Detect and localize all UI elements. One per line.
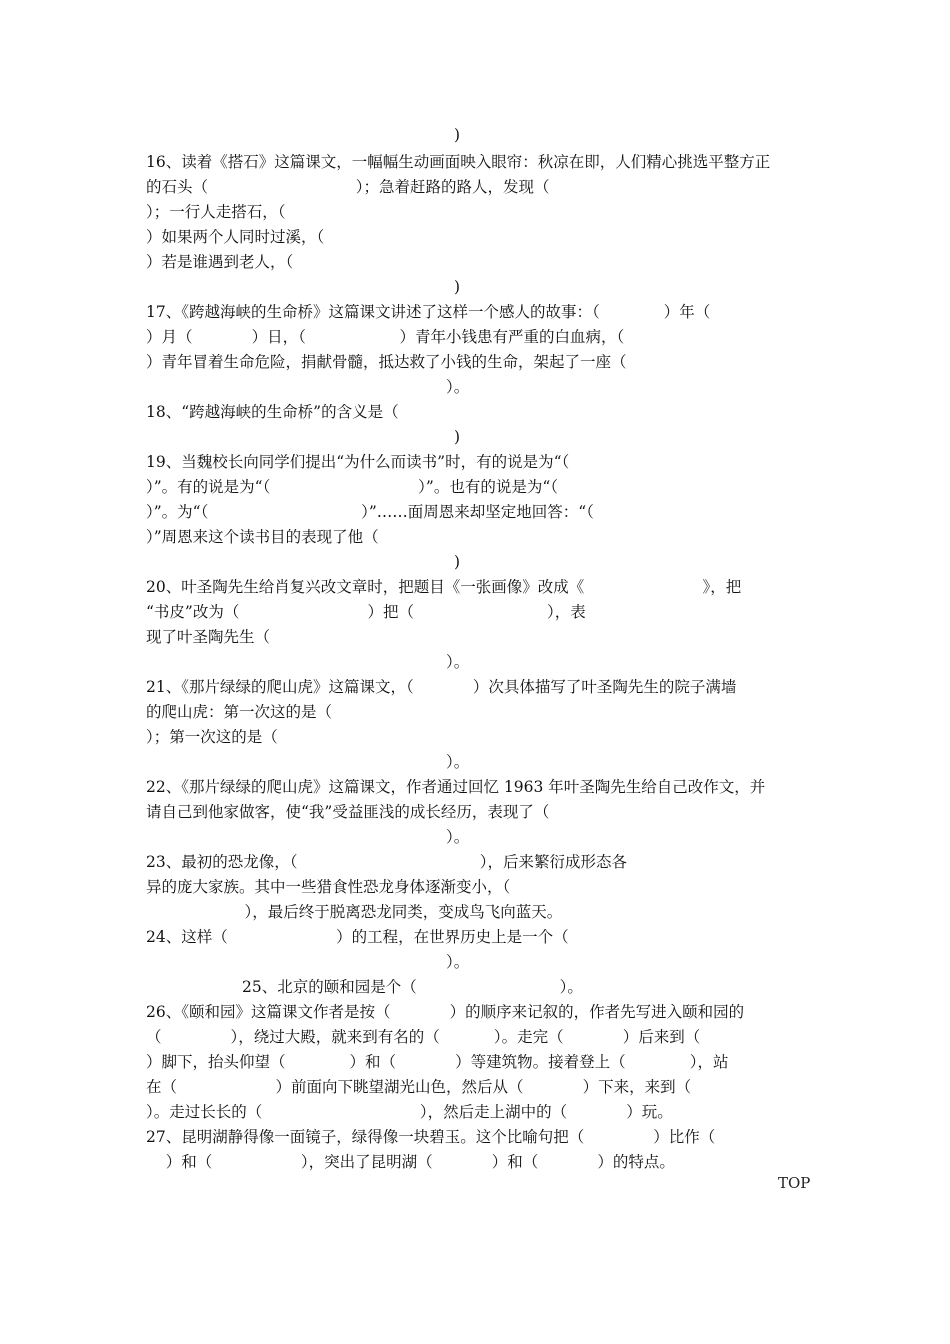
text-line: ）；第一次这的是（ [146,728,278,746]
text-line: ) [454,126,461,144]
text-line: 27、昆明湖静得像一面镜子，绿得像一块碧玉。这个比喻句把（ ）比作（ [146,1128,716,1146]
text-line: 19、当魏校长向同学们提出“为什么而读书”时，有的说是为“（ [146,453,570,471]
text-line: 16、读着《搭石》这篇课文，一幅幅生动画面映入眼帘：秋凉在即，人们精心挑选平整方正 [146,153,771,171]
text-line: ）如果两个人同时过溪，（ [146,228,325,246]
text-line: ）”。有的说是为“（ ）”。也有的说是为“（ [146,478,559,496]
text-line: ) [454,553,461,571]
text-line: ）脚下，抬头仰望（ ）和（ ）等建筑物。接着登上（ ），站 [146,1053,729,1071]
text-line: ），最后终于脱离恐龙同类，变成鸟飞向蓝天。 [146,903,563,921]
text-line: ) [454,428,461,446]
text-line: 21、《那片绿绿的爬山虎》这篇课文，（ ）次具体描写了叶圣陶先生的院子满墙 [146,678,737,696]
text-line: 25、北京的颐和园是个（ ）。 [242,978,583,996]
text-line: ）月（ ）日，（ ）青年小钱患有严重的白血病，（ [146,328,625,346]
text-line: 22、《那片绿绿的爬山虎》这篇课文，作者通过回忆 1963 年叶圣陶先生给自己改作文，并 [146,778,766,796]
text-line: ）”周恩来这个读书目的表现了他（ [146,528,379,546]
text-line: 的爬山虎：第一次这的是（ [146,703,333,721]
text-line: ）。 [446,753,470,771]
text-line: ）”。为“（ ）”……面周恩来却坚定地回答：“（ [146,503,594,521]
text-line: 请自己到他家做客，使“我”受益匪浅的成长经历，表现了（ [146,803,550,821]
text-line: ）。 [446,653,470,671]
back-to-top-link[interactable]: TOP [778,1174,811,1192]
text-line: 18、“跨越海峡的生命桥”的含义是（ [146,403,399,421]
text-line: 20、叶圣陶先生给肖复兴改文章时，把题目《一张画像》改成《 》，把 [146,578,742,596]
text-line: ) [454,278,461,296]
text-line: 现了叶圣陶先生（ [146,628,271,646]
text-line: ）。 [446,378,470,396]
text-line: ）青年冒着生命危险，捐献骨髓，抵达救了小钱的生命，架起了一座（ [146,353,627,371]
text-line: “书皮”改为（ ）把（ ），表 [146,603,586,621]
text-line: ）。走过长长的（ ），然后走上湖中的（ ）玩。 [146,1103,673,1121]
text-line: 异的庞大家族。其中一些猎食性恐龙身体逐渐变小，（ [146,878,511,896]
text-line: ）；一行人走搭石，（ [146,203,286,221]
text-line: 在（ ）前面向下眺望湖光山色，然后从（ ）下来，来到（ [146,1078,692,1096]
text-line: ）。 [446,828,470,846]
text-line: ）和（ ），突出了昆明湖（ ）和（ ）的特点。 [146,1153,675,1171]
text-line: ）若是谁遇到老人，（ [146,253,294,271]
text-line: 17、《跨越海峡的生命桥》这篇课文讲述了这样一个感人的故事：（ ）年（ [146,303,711,321]
text-line: （ ），绕过大殿，就来到有名的（ ）。走完（ ）后来到（ [146,1028,701,1046]
text-line: 24、这样（ ）的工程，在世界历史上是一个（ [146,928,569,946]
text-line: 的石头（ ）；急着赶路的路人，发现（ [146,178,550,196]
text-line: 23、最初的恐龙像，（ ），后来繁衍成形态各 [146,853,628,871]
text-line: 26、《颐和园》这篇课文作者是按（ ）的顺序来记叙的，作者先写进入颐和园的 [146,1003,745,1021]
text-line: ）。 [446,953,470,971]
